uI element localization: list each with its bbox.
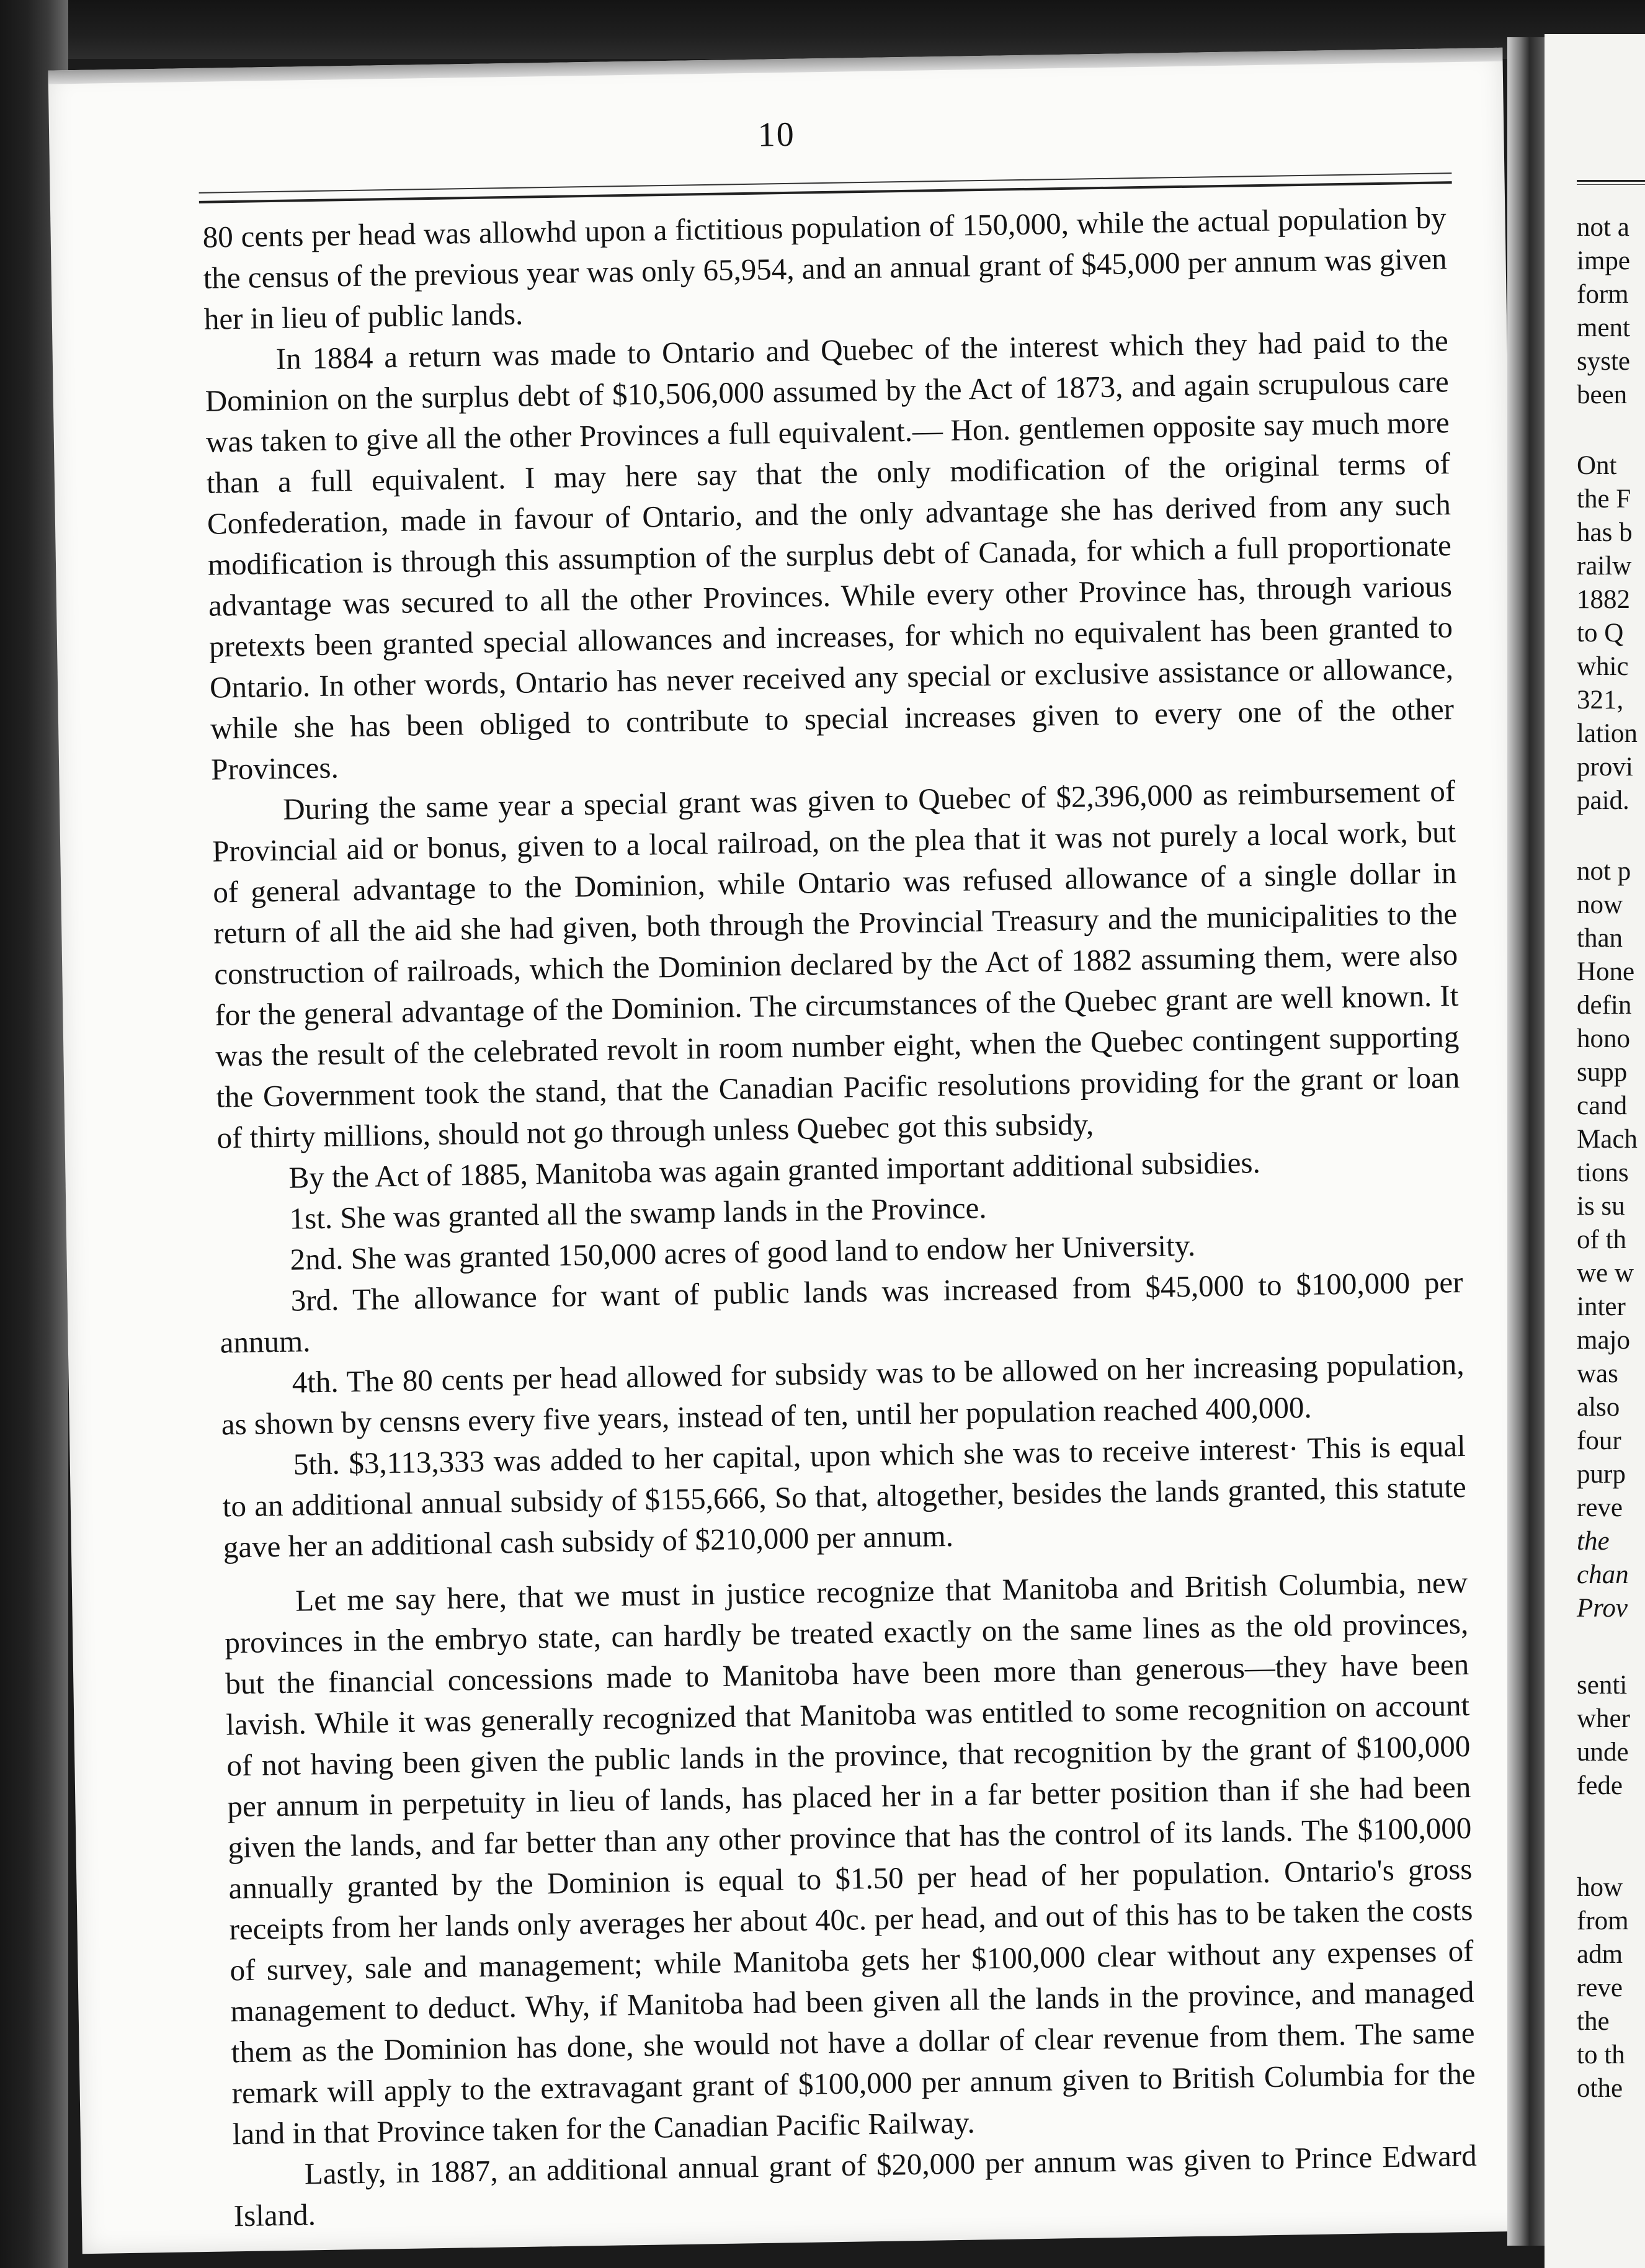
adjacent-page-word: not p [1577, 857, 1631, 886]
adjacent-page-word: the F [1577, 484, 1631, 514]
adjacent-page-fragment [1545, 34, 1645, 2268]
adjacent-page-word: hono [1577, 1024, 1630, 1053]
adjacent-page-word: fede [1577, 1771, 1623, 1800]
adjacent-page-word: to th [1577, 2040, 1625, 2069]
adjacent-page-word: the [1577, 2007, 1610, 2036]
adjacent-page-rule [1577, 180, 1645, 185]
adjacent-page-word: majo [1577, 1326, 1630, 1355]
paragraph: In 1884 a return was made to Ontario and Quebec of the interest which they had paid to the Dominion on the surplus debt of $10,506,000 assumed by the Act of 1873, and again scrupulous care was taken to give all the other Provinces a full equivalent.— Hon. gentlemen opposite say much more than a full equivalent. I may here say that the only modification of the original terms of Confederation, made in favour of Ontario, and the only advantage she has derived from any such modification is through this assumption of the surplus debt of Canada, for which a full proportionate advantage was secured to all the other Provinces. While every other Province has, through various pretexts been granted special allowances and increases, for which no equivalent has been granted to Ontario. In other words, Ontario has never received any special or exclusive assistance or allowance, while she has been obliged to contribute to special increases given to every one of the other Provinces. [205, 323, 1455, 787]
list-item: 4th. The 80 cents per head allowed for subsidy was to be allowed on her increasing population, as shown by censns every five years, instead of ten, until her population reached 400,000. [221, 1347, 1464, 1442]
adjacent-page-word: Ont [1577, 451, 1617, 480]
adjacent-page-word: has b [1577, 518, 1633, 547]
adjacent-page-word: of th [1577, 1225, 1627, 1254]
adjacent-page-word: Prov [1577, 1594, 1628, 1623]
adjacent-page-word: than [1577, 924, 1623, 953]
paragraph: Let me say here, that we must in justice recognize that Manitoba and British Columbia, new provinces in the embryo state, can hardly be treated exactly on the same lines as the old provinces, but the financial concessions made to Manitoba have been more than generous—they have been lavish. While it was generally recognized that Manitoba was entitled to some recognition on account of not having been given the public lands in the province, that recognition by the grant of $100,000 per annum in perpetuity in lieu of lands, has placed her in a far better position than if she had been given the lands, and far better than any other province that has the control of its lands. The $100,000 annually granted by the Dominion is equal to $1.50 per head of her population. Ontario's gross receipts from her lands only averages her about 40c. per head, and out of this has to be taken the costs of survey, sale and management; while Manitoba gets her $100,000 clear without any expenses of management to deduct. Why, if Manitoba had been given all the lands in the province, and managed them as the Dominion has done, she would not have a dollar of clear revenue from them. The same remark will apply to the extravagant grant of $100,000 per annum given to British Columbia for the land in that Province taken for the Canadian Pacific Railway. [224, 1565, 1476, 2151]
adjacent-page-word: 1882 [1577, 585, 1630, 614]
adjacent-page-word: ment [1577, 313, 1630, 342]
adjacent-page-word: railw [1577, 551, 1632, 581]
list-item: 2nd. She was granted 150,000 acres of good land to endow her University. [290, 1228, 1196, 1277]
adjacent-page-word: paid. [1577, 786, 1629, 815]
adjacent-page-word: not a [1577, 213, 1629, 242]
adjacent-page-word: also [1577, 1393, 1620, 1422]
book-gutter [1507, 37, 1545, 2246]
paragraph: 80 cents per head was allowhd upon a fictitious population of 150,000, while the actual population by the census of the previous year was only 65,954, and an annual grant of $45,000 per annum was given her in lieu of public lands. [202, 200, 1447, 336]
adjacent-page-word: we w [1577, 1259, 1634, 1288]
adjacent-page-word: Mach [1577, 1125, 1638, 1154]
page-number: 10 [757, 115, 796, 154]
adjacent-page-word: supp [1577, 1058, 1628, 1087]
adjacent-page-word: form [1577, 280, 1629, 309]
header-rule [199, 172, 1452, 203]
adjacent-page-word: purp [1577, 1460, 1626, 1489]
paragraph: During the same year a special grant was given to Quebec of $2,396,000 as reimbursement of Provincial aid or bonus, given to a local railroad, on the plea that it was not purely a local work, but of general advantage to the Dominion, while Ontario was refused allowance of a single dollar in return of all the aid she had given, both through the Provincial Treasury and the municipalities to the construction of railroads, which the Dominion declared by the Act of 1882 assuming them, were also for the general advantage of the Dominion. The circumstances of the Quebec grant are well known. It was the result of the celebrated revolt in room number eight, when the Quebec contingent supporting the Government took the stand, that the Canadian Pacific resolutions providing for the grant or loan of thirty millions, should not go through unless Quebec got this subsidy, [212, 774, 1460, 1155]
adjacent-page-word: how [1577, 1873, 1623, 1902]
paragraph: By the Act of 1885, Manitoba was again granted important additional subsidies. [288, 1145, 1261, 1195]
adjacent-page-word: defin [1577, 991, 1632, 1020]
adjacent-page-word: cand [1577, 1091, 1628, 1120]
list-item: 5th. $3,113,333 was added to her capital, upon which she was to receive interest· This is equal to an additional annual subsidy of $155,666, So that, altogether, besides the lands granted, this statute gave her an additional cash subsidy of $210,000 per annum. [222, 1429, 1467, 1565]
adjacent-page-word: 321, [1577, 685, 1624, 715]
adjacent-page-word: been [1577, 380, 1628, 409]
adjacent-page-word: Hone [1577, 957, 1635, 986]
list-item: 1st. She was granted all the swamp lands in the Province. [289, 1190, 987, 1236]
adjacent-page-word: was [1577, 1359, 1618, 1388]
adjacent-page-word: from [1577, 1906, 1629, 1935]
adjacent-page-word: four [1577, 1426, 1621, 1455]
adjacent-page-word: whic [1577, 652, 1629, 681]
adjacent-page-word: syste [1577, 347, 1630, 376]
adjacent-page-word: chan [1577, 1560, 1629, 1589]
document-page [48, 48, 1536, 2254]
adjacent-page-word: the [1577, 1527, 1610, 1556]
adjacent-page-word: provi [1577, 752, 1633, 782]
adjacent-page-word: unde [1577, 1738, 1629, 1767]
paragraph: Lastly, in 1887, an additional annual grant of $20,000 per annum was given to Prince Edward Island. [233, 2138, 1478, 2233]
adjacent-page-word: impe [1577, 246, 1630, 275]
adjacent-page-word: now [1577, 890, 1623, 919]
adjacent-page-word: wher [1577, 1704, 1630, 1733]
adjacent-page-word: reve [1577, 1493, 1623, 1522]
adjacent-page-word: is su [1577, 1192, 1625, 1221]
adjacent-page-word: inter [1577, 1292, 1626, 1321]
adjacent-page-word: othe [1577, 2074, 1623, 2103]
body-text [202, 197, 1478, 2236]
adjacent-page-word: senti [1577, 1671, 1628, 1700]
adjacent-page-word: to Q [1577, 618, 1624, 648]
adjacent-page-word: reve [1577, 1973, 1623, 2002]
list-item: 3rd. The allowance for want of public lands was increased from $45,000 to $100,000 per annum. [220, 1265, 1463, 1360]
adjacent-page-word: tions [1577, 1158, 1629, 1187]
adjacent-page-word: lation [1577, 719, 1638, 748]
adjacent-page-word: adm [1577, 1940, 1623, 1969]
